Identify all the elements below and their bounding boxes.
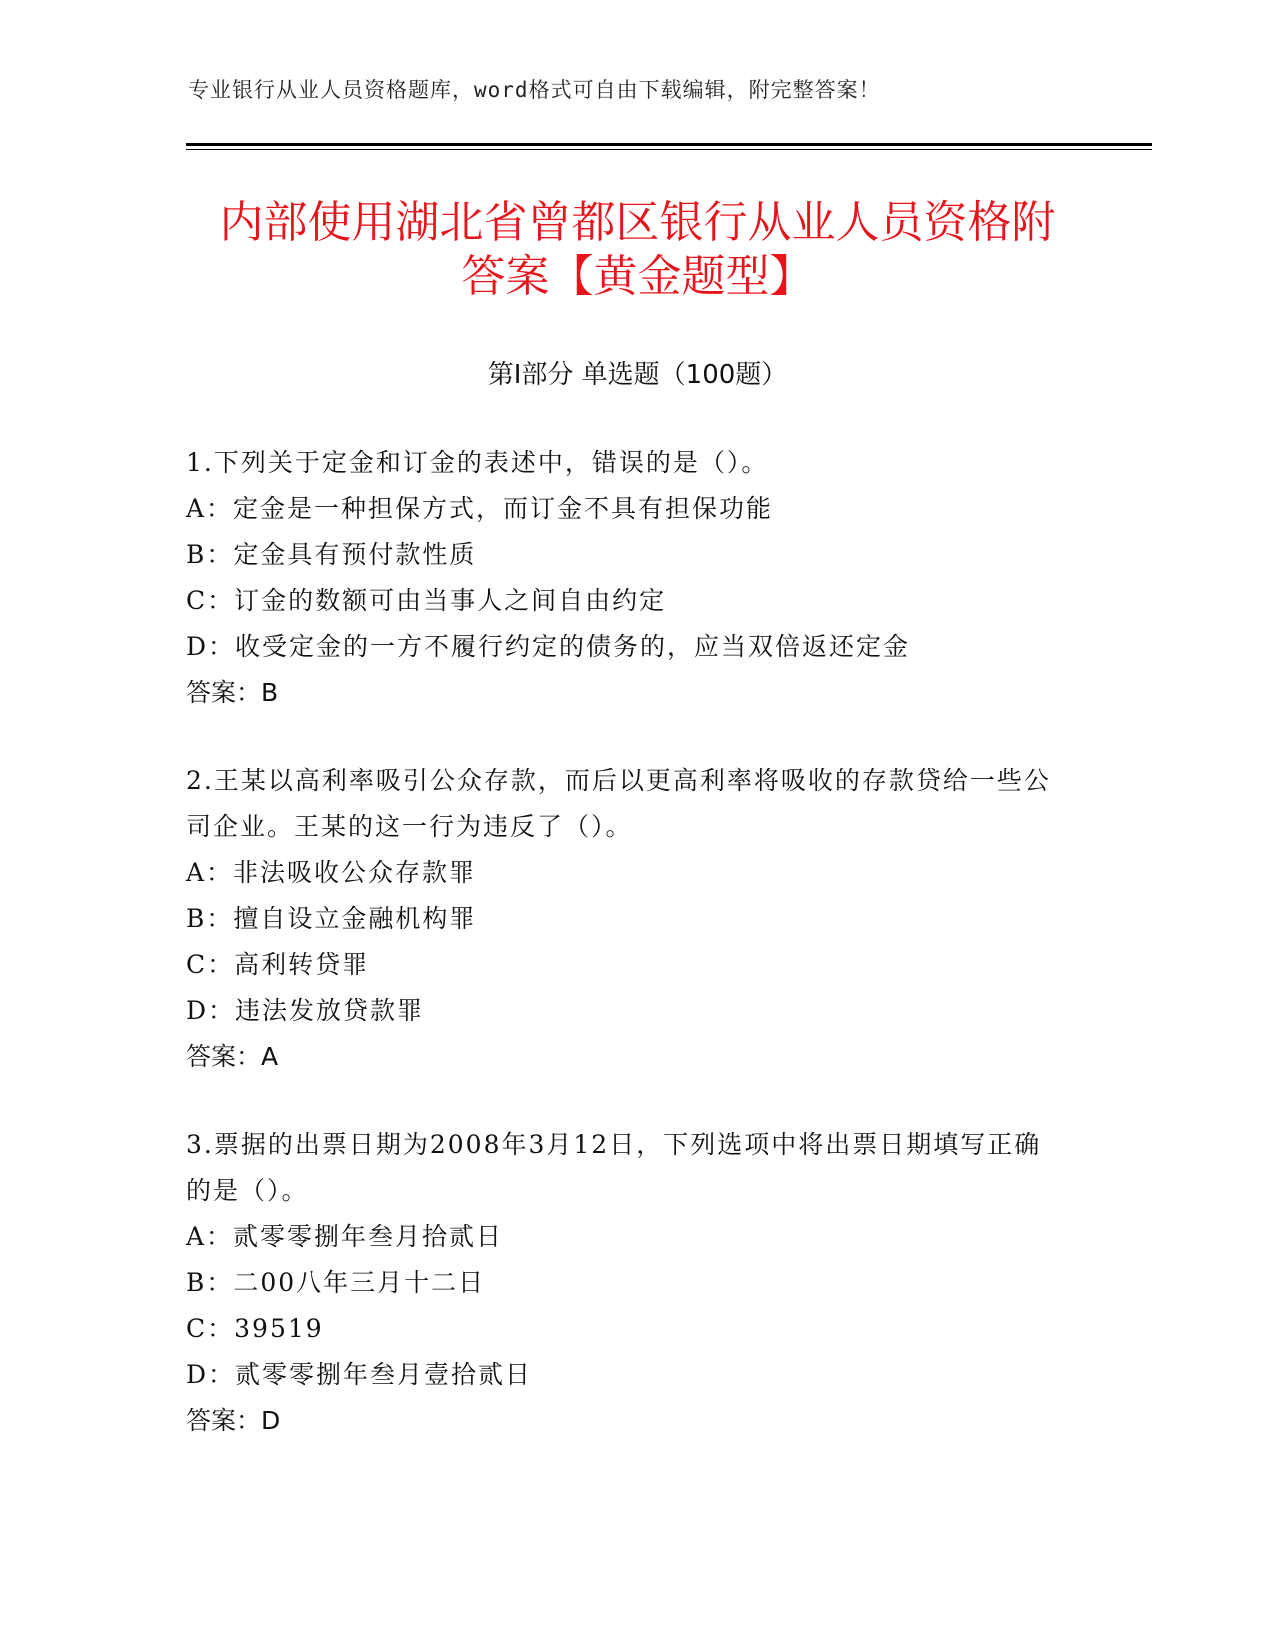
option-d: D：违法发放贷款罪: [186, 996, 425, 1025]
option-b: B：定金具有预付款性质: [186, 540, 477, 569]
option-d: D：贰零零捌年叁月壹拾贰日: [186, 1360, 533, 1389]
option-a: A：非法吸收公众存款罪: [186, 858, 477, 887]
option-b: B：擅自设立金融机构罪: [186, 904, 477, 933]
answer: 答案：D: [186, 1406, 281, 1435]
option-c: C：高利转贷罪: [186, 950, 370, 979]
option-b: B：二00八年三月十二日: [186, 1268, 486, 1297]
header-rule-thin: [186, 149, 1152, 150]
section-heading: 第Ⅰ部分 单选题（100题）: [487, 360, 788, 390]
title-line-2: 答案【黄金题型】: [461, 251, 814, 302]
header-rule-thick: [186, 143, 1152, 146]
question-list: [186, 440, 1066, 1486]
answer: 答案：A: [186, 1042, 279, 1071]
question-stem: 1.下列关于定金和订金的表述中，错误的是（）。: [186, 448, 769, 477]
option-c: C：39519: [186, 1314, 324, 1343]
question-3: [186, 1122, 1066, 1444]
question-stem: 3.票据的出票日期为2008年3月12日，下列选项中将出票日期填写正确的是（）。: [186, 1130, 1042, 1205]
header-note: 专业银行从业人员资格题库，word格式可自由下载编辑，附完整答案！: [188, 78, 881, 102]
option-a: A：定金是一种担保方式，而订金不具有担保功能: [186, 494, 774, 523]
question-2: [186, 758, 1066, 1080]
document-title: [150, 196, 1125, 304]
option-a: A：贰零零捌年叁月拾贰日: [186, 1222, 504, 1251]
question-stem: 2.王某以高利率吸引公众存款，而后以更高利率将吸收的存款贷给一些公司企业。王某的这一行为违反了（）。: [186, 766, 1051, 841]
option-c: C：订金的数额可由当事人之间自由约定: [186, 586, 667, 615]
question-1: [186, 440, 1066, 716]
option-d: D：收受定金的一方不履行约定的债务的，应当双倍返还定金: [186, 632, 911, 661]
answer: 答案：B: [186, 678, 279, 707]
title-line-1: 内部使用湖北省曾都区银行从业人员资格附: [219, 197, 1056, 248]
